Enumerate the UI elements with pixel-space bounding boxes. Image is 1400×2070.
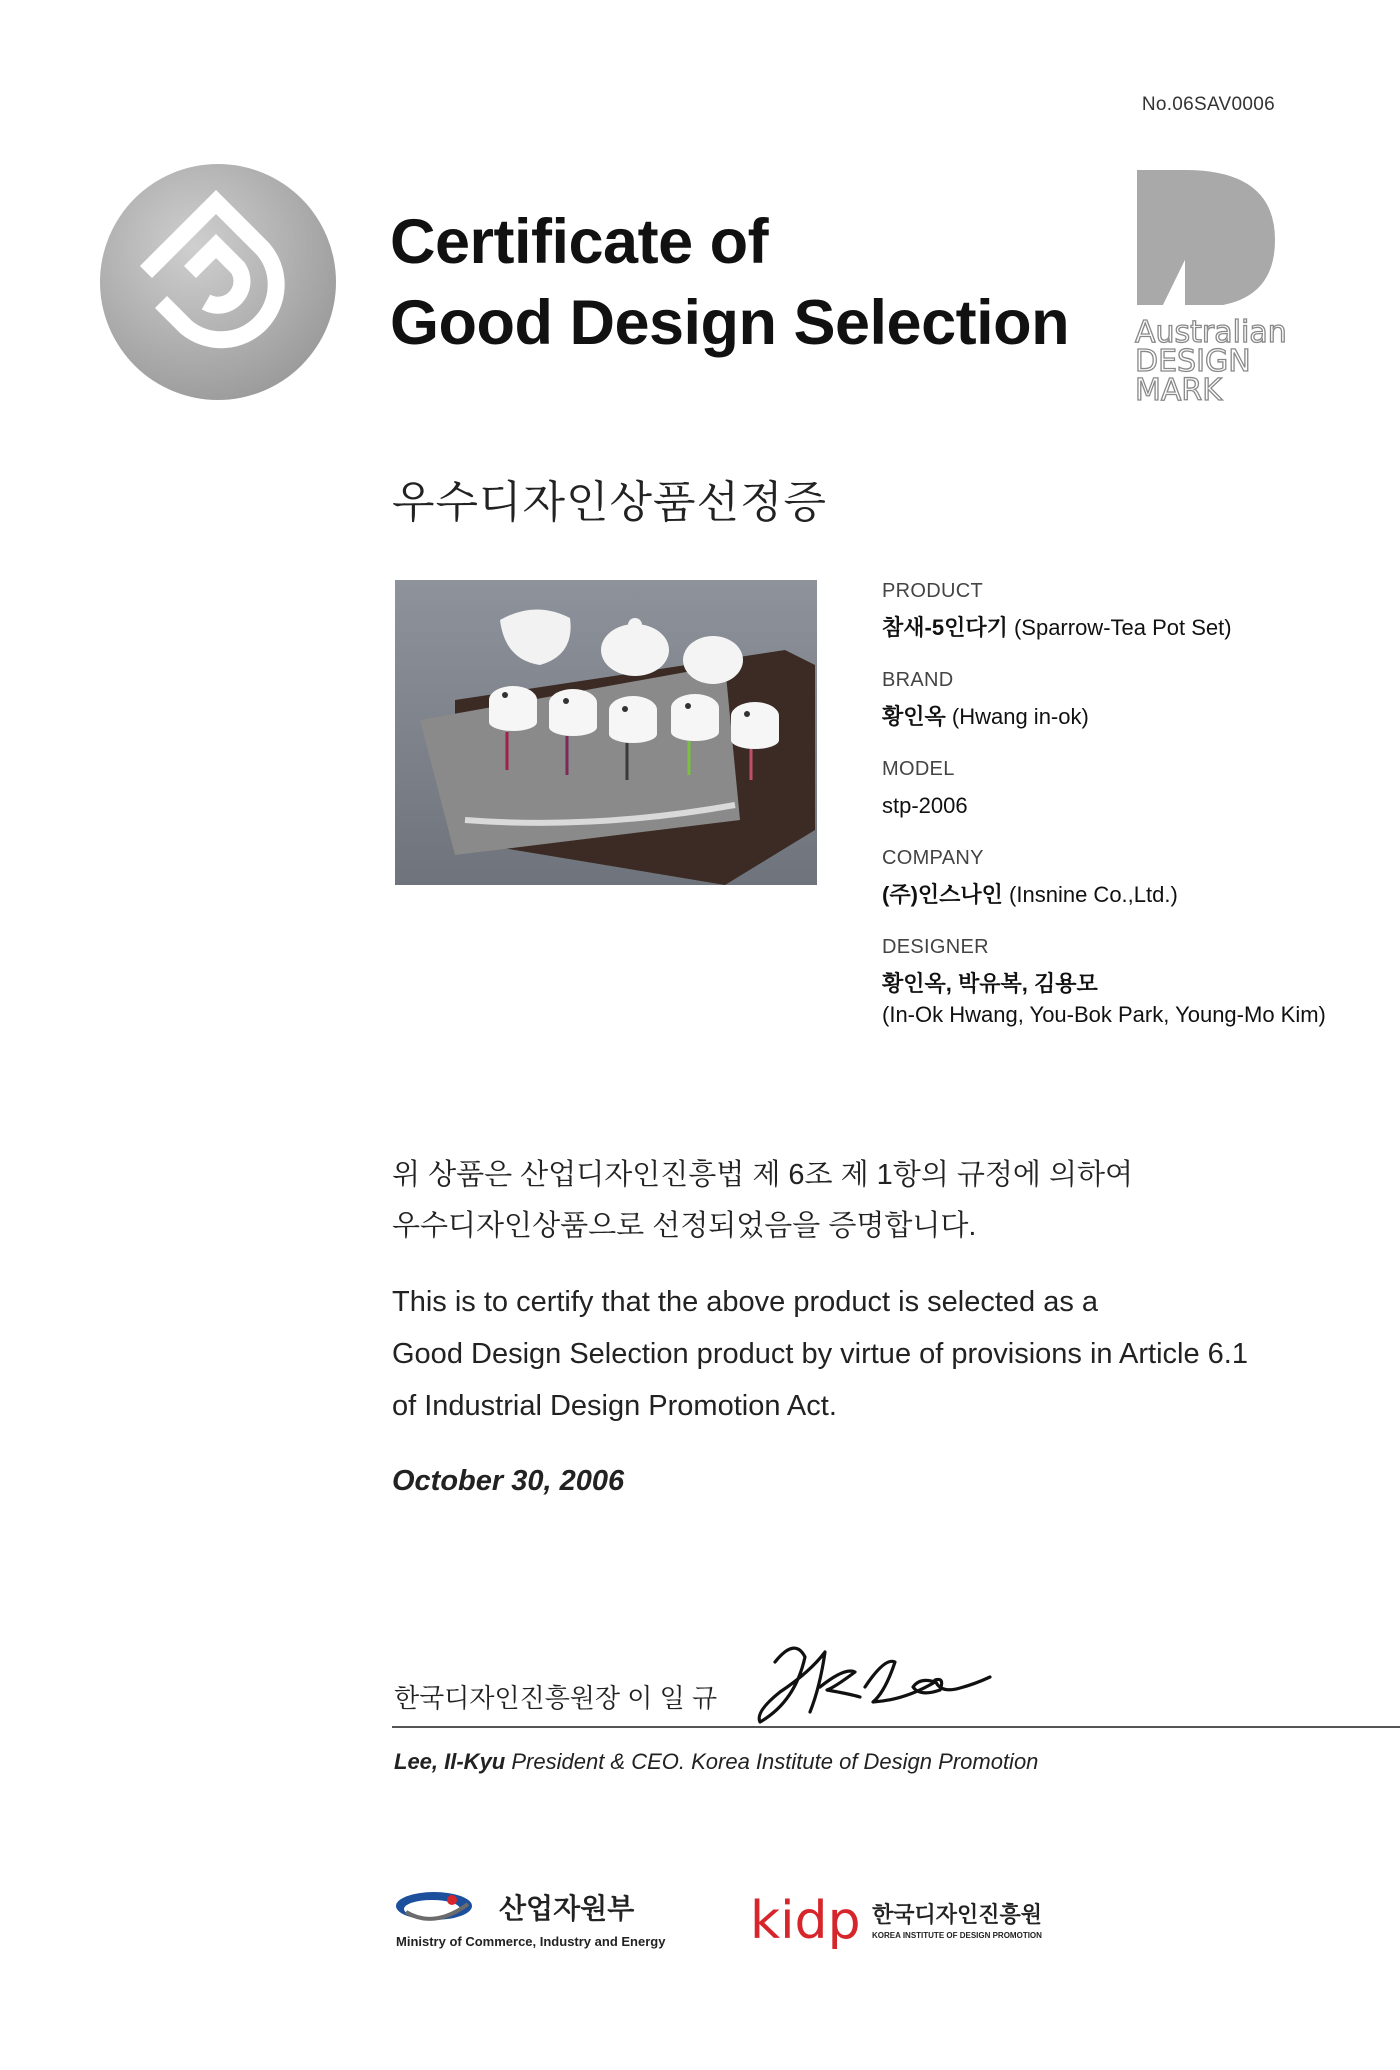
english-statement-line-3: of Industrial Design Promotion Act. — [392, 1390, 837, 1422]
english-statement — [392, 1276, 1248, 1432]
korean-statement-line-1: 위 상품은 산업디자인진흥법 제 6조 제 1항의 규정에 의하여 — [392, 1159, 1134, 1191]
product-label: PRODUCT — [882, 580, 983, 602]
product-photo — [395, 580, 817, 885]
title-line-1: Certificate of — [390, 207, 769, 277]
english-statement-line-1: This is to certify that the above product is selected as a — [392, 1286, 1099, 1318]
certificate-number: No.06SAV0006 — [1141, 94, 1275, 115]
brand-name-ko: 황인옥 — [882, 704, 946, 729]
australian-mark-line-3: MARK — [1135, 373, 1222, 408]
company-label: COMPANY — [882, 847, 984, 869]
brand-name-en: (Hwang in-ok) — [951, 704, 1089, 729]
designer-names-ko: 황인옥, 박유복, 김용모 — [882, 971, 1098, 996]
signatory-title: President & CEO. Korea Institute of Design Promotion — [511, 1749, 1039, 1774]
ministry-name-en: Ministry of Commerce, Industry and Energy — [396, 1934, 666, 1949]
product-info-block — [882, 580, 1352, 1056]
designer-label: DESIGNER — [882, 936, 989, 958]
kidp-name-ko: 한국디자인진흥원 — [872, 1903, 1043, 1928]
ministry-name-ko: 산업자원부 — [499, 1892, 635, 1925]
product-name-ko: 참새-5인다기 — [882, 615, 1008, 640]
title-line-2: Good Design Selection — [390, 288, 1070, 358]
korean-statement — [392, 1150, 1133, 1252]
korean-title: 우수디자인상품선정증 — [392, 478, 828, 527]
designer-value — [882, 968, 1352, 1030]
korean-statement-line-2: 우수디자인상품으로 선정되었음을 증명합니다. — [392, 1210, 977, 1242]
issue-date: October 30, 2006 — [392, 1465, 625, 1497]
company-name-en: (Insnine Co.,Ltd.) — [1009, 882, 1178, 907]
signatory-korean: 한국디자인진흥원장 이 일 규 — [394, 1683, 718, 1713]
australian-mark-line-2: DESIGN — [1135, 344, 1251, 379]
kidp-logo — [750, 1892, 1070, 1954]
signatory-name: Lee, Il-Kyu — [394, 1749, 506, 1774]
kidp-mark: kidp — [750, 1892, 861, 1951]
good-design-emblem — [98, 162, 338, 402]
certificate-title — [390, 202, 1069, 364]
signatory-english — [394, 1749, 1038, 1775]
australian-design-mark-logo — [1125, 165, 1295, 410]
brand-label: BRAND — [882, 669, 954, 691]
model-label: MODEL — [882, 758, 955, 780]
english-statement-line-2: Good Design Selection product by virtue of provisions in Article 6.1 — [392, 1338, 1248, 1370]
designer-names-en: (In-Ok Hwang, You-Bok Park, Young-Mo Kim) — [882, 1002, 1326, 1027]
company-name-ko: (주)인스나인 — [882, 882, 1003, 907]
product-value — [882, 612, 1352, 643]
model-value: stp-2006 — [882, 793, 968, 818]
ministry-logo — [394, 1884, 704, 1954]
product-name-en: (Sparrow-Tea Pot Set) — [1013, 615, 1232, 640]
kidp-name-en: KOREA INSTITUTE OF DESIGN PROMOTION — [872, 1931, 1042, 1940]
signature-rule — [392, 1726, 1400, 1728]
brand-value — [882, 701, 1352, 732]
australian-mark-line-1: Australian — [1135, 315, 1287, 350]
company-value — [882, 879, 1352, 910]
handwritten-signature — [735, 1632, 995, 1732]
